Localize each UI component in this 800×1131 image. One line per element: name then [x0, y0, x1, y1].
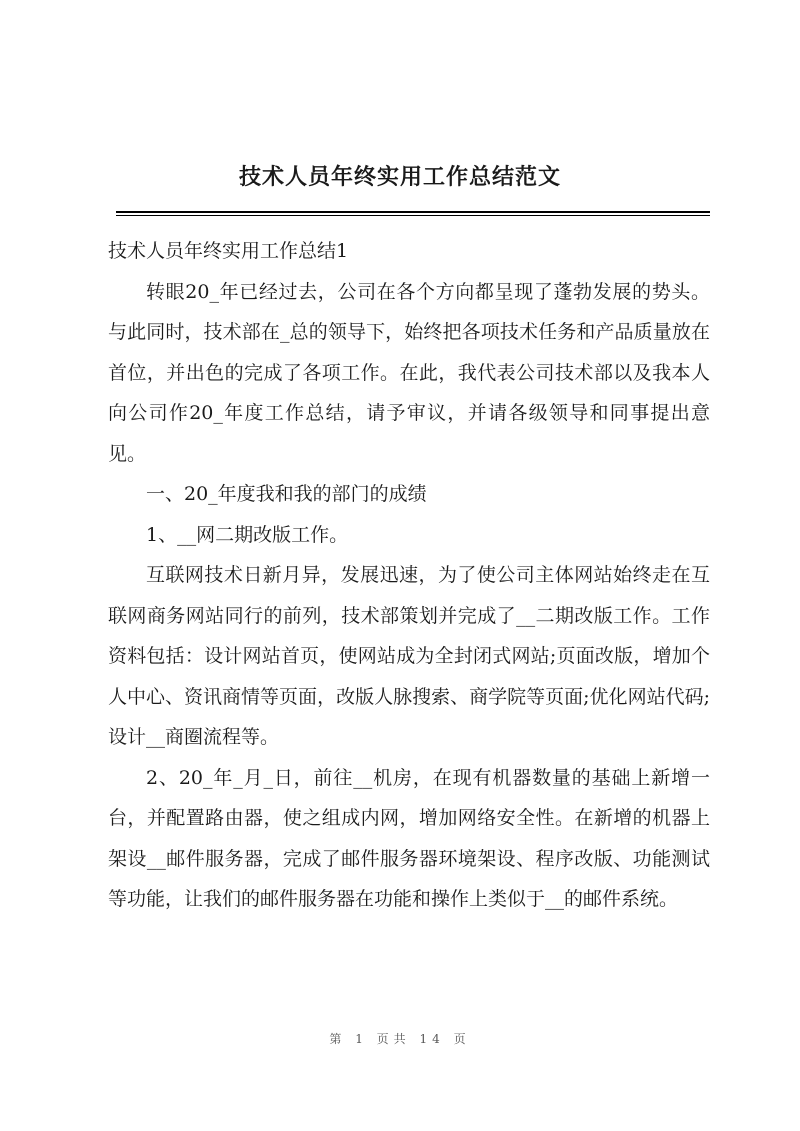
paragraph-item-1-title: 1、__网二期改版工作。 [146, 523, 349, 546]
paragraph-heading-achievements: 一、20_年度我和我的部门的成绩 [146, 483, 427, 505]
document-title: 技术人员年终实用工作总结范文 [238, 165, 561, 190]
section-heading: 技术人员年终实用工作总结1 [108, 240, 349, 262]
title-divider-thin [116, 215, 710, 216]
paragraph-item-2: 2、20_年_月_日，前往__机房，在现有机器数量的基础上新增一台，并配置路由器，使之组成内网，增加网络安全性。在新增的机器上架设__邮件服务器，完成了邮件服务器环境架设、程序改版、功能测试等功能，让我们的邮件服务器在功能和操作上类似于__的邮件系统。 [108, 766, 710, 910]
document-body [108, 231, 710, 920]
paragraph-item-1-body: 互联网技术日新月异，发展迅速，为了使公司主体网站始终走在互联网商务网站同行的前列，技术部策划并完成了__二期改版工作。工作资料包括：设计网站首页，使网站成为全封闭式网站;页面改版，增加个人中心、资讯商情等页面，改版人脉搜索、商学院等页面;优化网站代码;设计__商圈流程等。 [108, 564, 710, 748]
page-number-footer: 第 1 页共 14 页 [329, 1032, 471, 1046]
title-divider-thick [116, 211, 710, 213]
paragraph-intro: 转眼20_年已经过去，公司在各个方向都呈现了蓬勃发展的势头。与此同时，技术部在_总的领导下，始终把各项技术任务和产品质量放在首位，并出色的完成了各项工作。在此，我代表公司技术部以及我本人向公司作20_年度工作总结，请予审议，并请各级领导和同事提出意见。 [108, 280, 710, 465]
